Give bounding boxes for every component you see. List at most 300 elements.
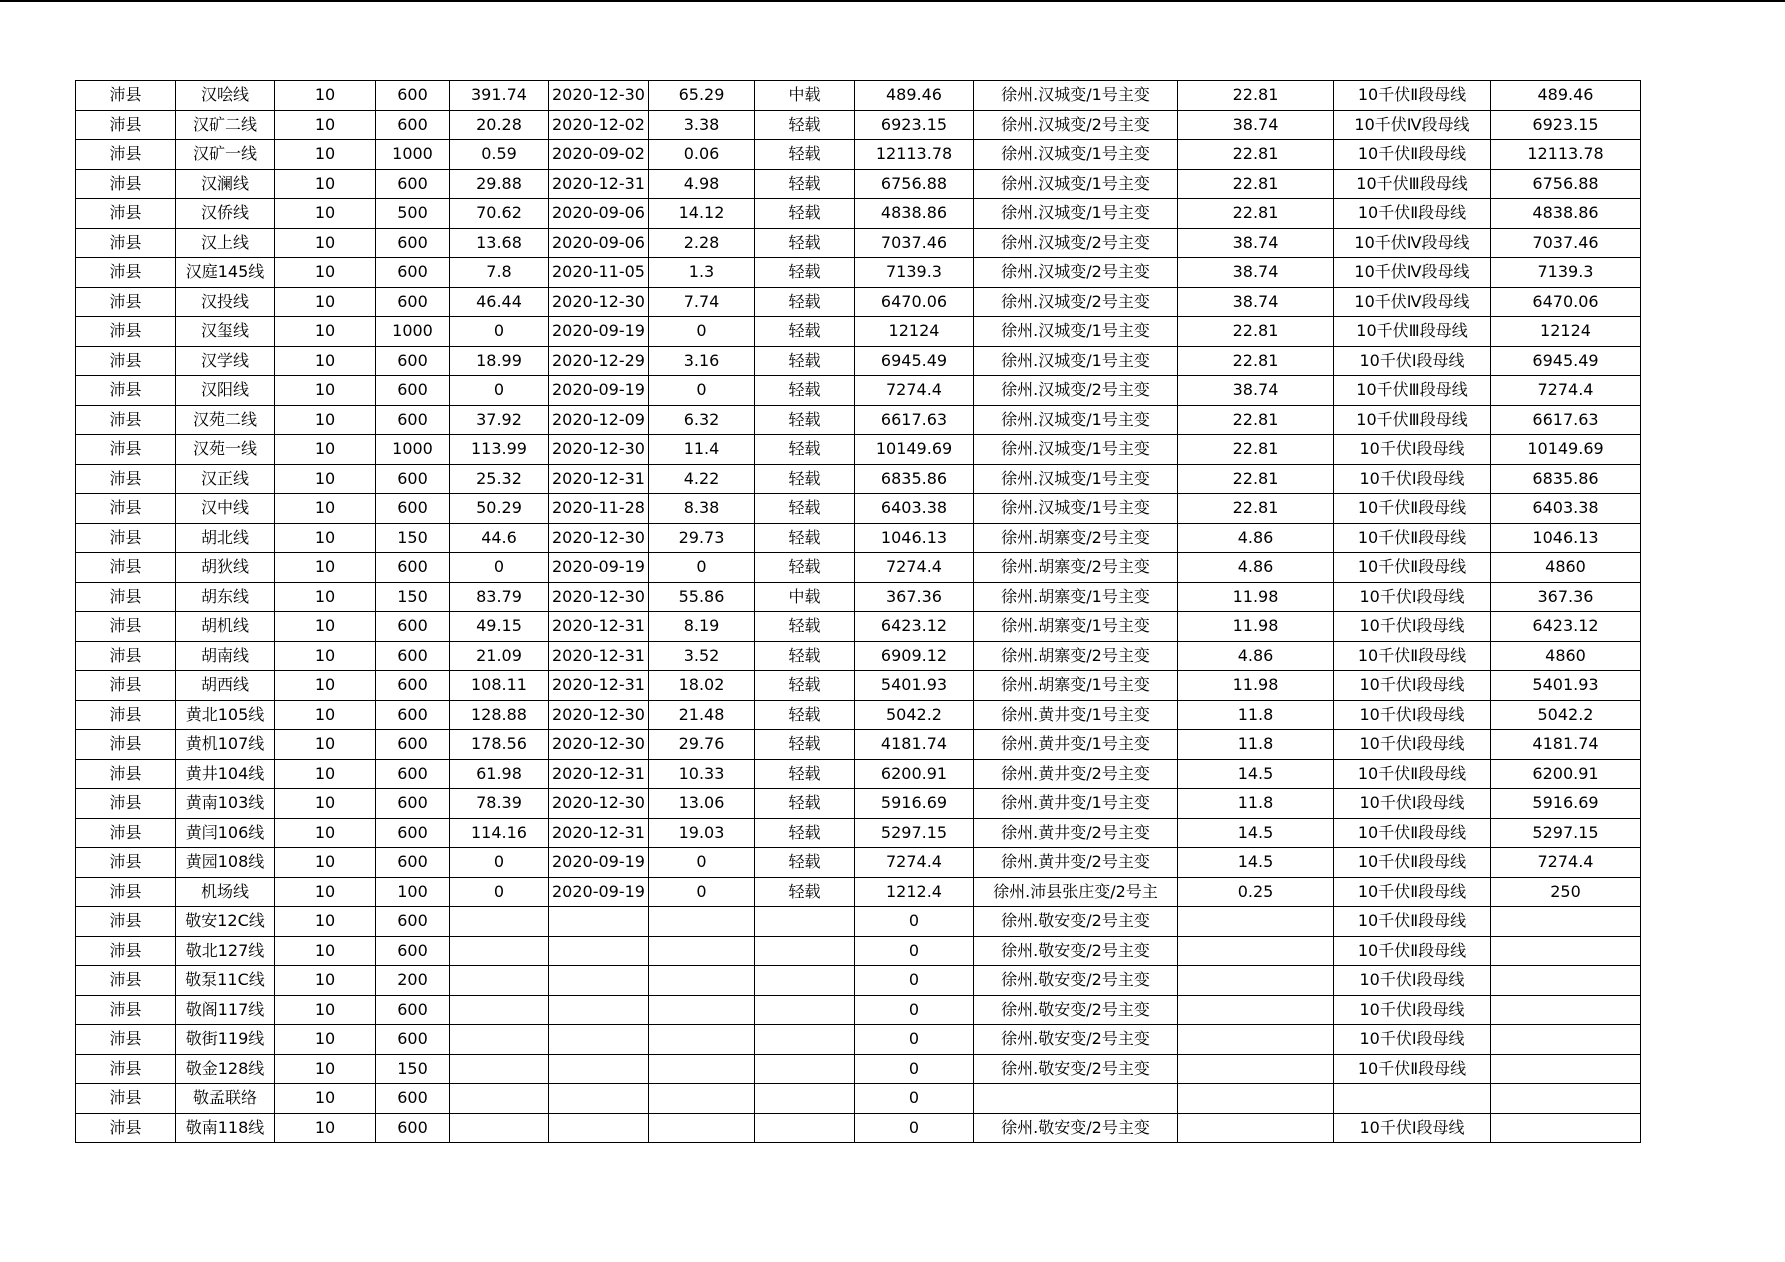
load-rate-cell: 0	[649, 376, 755, 406]
max-current-cell: 70.62	[450, 199, 549, 229]
line-name-cell: 汉庭145线	[176, 258, 275, 288]
substation-transformer-cell: 徐州.敬安变/2号主变	[974, 966, 1178, 996]
load-status-cell: 轻载	[755, 405, 855, 435]
available-capacity-cell: 4838.86	[855, 199, 974, 229]
load-status-cell: 轻载	[755, 818, 855, 848]
transformer-load-cell: 4.86	[1178, 641, 1334, 671]
available-capacity-cell: 7274.4	[855, 848, 974, 878]
load-status-cell: 轻载	[755, 730, 855, 760]
max-current-cell: 0.59	[450, 140, 549, 170]
available-capacity-cell: 6200.91	[855, 759, 974, 789]
table-row	[76, 81, 1641, 111]
max-current-cell: 25.32	[450, 464, 549, 494]
load-rate-cell: 21.48	[649, 700, 755, 730]
load-status-cell: 轻载	[755, 612, 855, 642]
date-cell	[549, 995, 649, 1025]
load-rate-cell: 1.3	[649, 258, 755, 288]
county-cell: 沛县	[76, 405, 176, 435]
load-status-cell: 轻载	[755, 848, 855, 878]
busbar-cell: 10千伏Ⅲ段母线	[1334, 317, 1491, 347]
date-cell	[549, 966, 649, 996]
line-name-cell: 敬阁117线	[176, 995, 275, 1025]
max-current-cell: 61.98	[450, 759, 549, 789]
max-current-cell: 29.88	[450, 169, 549, 199]
rated-capacity-cell: 600	[376, 110, 450, 140]
table-row	[76, 317, 1641, 347]
available-capacity-cell: 0	[855, 1025, 974, 1055]
max-current-cell	[450, 936, 549, 966]
table-row	[76, 671, 1641, 701]
load-status-cell: 轻载	[755, 523, 855, 553]
substation-transformer-cell: 徐州.敬安变/2号主变	[974, 1025, 1178, 1055]
rated-capacity-cell: 600	[376, 759, 450, 789]
county-cell: 沛县	[76, 818, 176, 848]
table-row	[76, 730, 1641, 760]
max-current-cell	[450, 907, 549, 937]
rated-capacity-cell: 600	[376, 907, 450, 937]
voltage-cell: 10	[275, 346, 376, 376]
load-status-cell: 轻载	[755, 877, 855, 907]
table-row	[76, 287, 1641, 317]
voltage-cell: 10	[275, 228, 376, 258]
voltage-cell: 10	[275, 494, 376, 524]
load-rate-cell: 55.86	[649, 582, 755, 612]
table-row	[76, 700, 1641, 730]
transformer-load-cell: 38.74	[1178, 110, 1334, 140]
remaining-capacity-cell: 5297.15	[1491, 818, 1641, 848]
substation-transformer-cell: 徐州.黄井变/1号主变	[974, 700, 1178, 730]
line-name-cell: 机场线	[176, 877, 275, 907]
substation-transformer-cell: 徐州.黄井变/2号主变	[974, 848, 1178, 878]
max-current-cell: 0	[450, 317, 549, 347]
table-row	[76, 966, 1641, 996]
line-name-cell: 黄闫106线	[176, 818, 275, 848]
county-cell: 沛县	[76, 228, 176, 258]
substation-transformer-cell: 徐州.敬安变/2号主变	[974, 1054, 1178, 1084]
table-row	[76, 553, 1641, 583]
max-current-cell: 178.56	[450, 730, 549, 760]
remaining-capacity-cell: 1046.13	[1491, 523, 1641, 553]
table-row	[76, 848, 1641, 878]
remaining-capacity-cell: 6403.38	[1491, 494, 1641, 524]
load-status-cell: 中载	[755, 81, 855, 111]
table-row	[76, 641, 1641, 671]
rated-capacity-cell: 600	[376, 405, 450, 435]
substation-transformer-cell: 徐州.汉城变/1号主变	[974, 140, 1178, 170]
max-current-cell: 128.88	[450, 700, 549, 730]
rated-capacity-cell: 600	[376, 169, 450, 199]
remaining-capacity-cell: 4860	[1491, 641, 1641, 671]
date-cell: 2020-11-28	[549, 494, 649, 524]
substation-transformer-cell: 徐州.黄井变/1号主变	[974, 730, 1178, 760]
substation-transformer-cell: 徐州.汉城变/1号主变	[974, 317, 1178, 347]
remaining-capacity-cell	[1491, 1084, 1641, 1114]
line-name-cell: 汉阳线	[176, 376, 275, 406]
max-current-cell	[450, 966, 549, 996]
date-cell: 2020-12-31	[549, 641, 649, 671]
remaining-capacity-cell: 489.46	[1491, 81, 1641, 111]
voltage-cell: 10	[275, 376, 376, 406]
transformer-load-cell	[1178, 1025, 1334, 1055]
available-capacity-cell: 6470.06	[855, 287, 974, 317]
load-rate-cell: 8.38	[649, 494, 755, 524]
county-cell: 沛县	[76, 730, 176, 760]
county-cell: 沛县	[76, 671, 176, 701]
substation-transformer-cell: 徐州.汉城变/1号主变	[974, 435, 1178, 465]
transformer-load-cell: 14.5	[1178, 848, 1334, 878]
substation-transformer-cell: 徐州.汉城变/2号主变	[974, 287, 1178, 317]
voltage-cell: 10	[275, 995, 376, 1025]
load-rate-cell: 11.4	[649, 435, 755, 465]
load-rate-cell: 3.52	[649, 641, 755, 671]
remaining-capacity-cell: 250	[1491, 877, 1641, 907]
load-status-cell: 轻载	[755, 553, 855, 583]
voltage-cell: 10	[275, 936, 376, 966]
table-row	[76, 523, 1641, 553]
voltage-cell: 10	[275, 287, 376, 317]
voltage-cell: 10	[275, 1084, 376, 1114]
available-capacity-cell: 6909.12	[855, 641, 974, 671]
table-row	[76, 818, 1641, 848]
max-current-cell: 114.16	[450, 818, 549, 848]
voltage-cell: 10	[275, 907, 376, 937]
available-capacity-cell: 6423.12	[855, 612, 974, 642]
busbar-cell: 10千伏Ⅳ段母线	[1334, 287, 1491, 317]
remaining-capacity-cell: 7274.4	[1491, 376, 1641, 406]
table-row	[76, 907, 1641, 937]
load-status-cell	[755, 1054, 855, 1084]
load-status-cell: 轻载	[755, 199, 855, 229]
load-status-cell: 轻载	[755, 317, 855, 347]
date-cell: 2020-09-19	[549, 877, 649, 907]
date-cell: 2020-12-31	[549, 612, 649, 642]
transformer-load-cell: 22.81	[1178, 81, 1334, 111]
remaining-capacity-cell: 7037.46	[1491, 228, 1641, 258]
county-cell: 沛县	[76, 700, 176, 730]
line-name-cell: 黄机107线	[176, 730, 275, 760]
busbar-cell: 10千伏Ⅱ段母线	[1334, 848, 1491, 878]
substation-transformer-cell: 徐州.汉城变/2号主变	[974, 258, 1178, 288]
load-rate-cell: 14.12	[649, 199, 755, 229]
busbar-cell: 10千伏Ⅳ段母线	[1334, 110, 1491, 140]
county-cell: 沛县	[76, 1054, 176, 1084]
load-rate-cell: 0.06	[649, 140, 755, 170]
load-status-cell: 轻载	[755, 258, 855, 288]
remaining-capacity-cell: 6835.86	[1491, 464, 1641, 494]
county-cell: 沛县	[76, 287, 176, 317]
load-rate-cell: 0	[649, 317, 755, 347]
transformer-load-cell: 38.74	[1178, 376, 1334, 406]
county-cell: 沛县	[76, 789, 176, 819]
line-name-cell: 汉侨线	[176, 199, 275, 229]
county-cell: 沛县	[76, 1025, 176, 1055]
date-cell: 2020-12-31	[549, 759, 649, 789]
load-rate-cell	[649, 1084, 755, 1114]
available-capacity-cell: 6945.49	[855, 346, 974, 376]
county-cell: 沛县	[76, 877, 176, 907]
transformer-load-cell: 22.81	[1178, 464, 1334, 494]
substation-transformer-cell: 徐州.汉城变/1号主变	[974, 199, 1178, 229]
load-rate-cell	[649, 1054, 755, 1084]
available-capacity-cell: 0	[855, 1054, 974, 1084]
table-row	[76, 169, 1641, 199]
county-cell: 沛县	[76, 464, 176, 494]
county-cell: 沛县	[76, 169, 176, 199]
table-row	[76, 464, 1641, 494]
available-capacity-cell: 6923.15	[855, 110, 974, 140]
remaining-capacity-cell: 4181.74	[1491, 730, 1641, 760]
feeder-load-table	[75, 80, 1641, 1143]
available-capacity-cell: 7274.4	[855, 376, 974, 406]
rated-capacity-cell: 150	[376, 523, 450, 553]
rated-capacity-cell: 600	[376, 1113, 450, 1143]
date-cell: 2020-11-05	[549, 258, 649, 288]
transformer-load-cell: 11.8	[1178, 700, 1334, 730]
table-row	[76, 877, 1641, 907]
rated-capacity-cell: 600	[376, 346, 450, 376]
load-status-cell: 轻载	[755, 494, 855, 524]
max-current-cell	[450, 1084, 549, 1114]
available-capacity-cell: 6617.63	[855, 405, 974, 435]
rated-capacity-cell: 1000	[376, 140, 450, 170]
rated-capacity-cell: 600	[376, 995, 450, 1025]
line-name-cell: 敬安12C线	[176, 907, 275, 937]
rated-capacity-cell: 500	[376, 199, 450, 229]
line-name-cell: 胡南线	[176, 641, 275, 671]
busbar-cell: 10千伏Ⅱ段母线	[1334, 523, 1491, 553]
voltage-cell: 10	[275, 759, 376, 789]
remaining-capacity-cell: 5916.69	[1491, 789, 1641, 819]
remaining-capacity-cell: 6470.06	[1491, 287, 1641, 317]
load-status-cell: 轻载	[755, 435, 855, 465]
date-cell: 2020-12-29	[549, 346, 649, 376]
busbar-cell: 10千伏Ⅰ段母线	[1334, 671, 1491, 701]
busbar-cell: 10千伏Ⅱ段母线	[1334, 936, 1491, 966]
load-status-cell: 轻载	[755, 789, 855, 819]
line-name-cell: 胡狄线	[176, 553, 275, 583]
load-status-cell	[755, 995, 855, 1025]
date-cell: 2020-12-31	[549, 464, 649, 494]
busbar-cell: 10千伏Ⅱ段母线	[1334, 759, 1491, 789]
voltage-cell: 10	[275, 877, 376, 907]
remaining-capacity-cell: 7274.4	[1491, 848, 1641, 878]
date-cell: 2020-09-19	[549, 553, 649, 583]
voltage-cell: 10	[275, 641, 376, 671]
load-rate-cell: 0	[649, 553, 755, 583]
voltage-cell: 10	[275, 169, 376, 199]
voltage-cell: 10	[275, 435, 376, 465]
voltage-cell: 10	[275, 848, 376, 878]
load-rate-cell: 8.19	[649, 612, 755, 642]
county-cell: 沛县	[76, 1113, 176, 1143]
date-cell: 2020-12-30	[549, 730, 649, 760]
rated-capacity-cell: 600	[376, 936, 450, 966]
transformer-load-cell	[1178, 936, 1334, 966]
max-current-cell: 44.6	[450, 523, 549, 553]
voltage-cell: 10	[275, 523, 376, 553]
voltage-cell: 10	[275, 553, 376, 583]
table-row	[76, 346, 1641, 376]
max-current-cell: 78.39	[450, 789, 549, 819]
table-row	[76, 110, 1641, 140]
rated-capacity-cell: 600	[376, 376, 450, 406]
voltage-cell: 10	[275, 612, 376, 642]
available-capacity-cell: 1046.13	[855, 523, 974, 553]
transformer-load-cell: 11.98	[1178, 671, 1334, 701]
load-status-cell: 轻载	[755, 759, 855, 789]
line-name-cell: 胡机线	[176, 612, 275, 642]
load-status-cell: 轻载	[755, 346, 855, 376]
load-rate-cell: 13.06	[649, 789, 755, 819]
max-current-cell: 21.09	[450, 641, 549, 671]
load-rate-cell: 65.29	[649, 81, 755, 111]
voltage-cell: 10	[275, 700, 376, 730]
busbar-cell: 10千伏Ⅱ段母线	[1334, 818, 1491, 848]
remaining-capacity-cell: 6923.15	[1491, 110, 1641, 140]
date-cell: 2020-12-30	[549, 789, 649, 819]
busbar-cell: 10千伏Ⅳ段母线	[1334, 228, 1491, 258]
available-capacity-cell: 0	[855, 995, 974, 1025]
busbar-cell: 10千伏Ⅱ段母线	[1334, 1054, 1491, 1084]
load-rate-cell	[649, 907, 755, 937]
load-status-cell: 轻载	[755, 287, 855, 317]
voltage-cell: 10	[275, 464, 376, 494]
voltage-cell: 10	[275, 730, 376, 760]
date-cell: 2020-09-19	[549, 317, 649, 347]
rated-capacity-cell: 600	[376, 553, 450, 583]
load-rate-cell: 19.03	[649, 818, 755, 848]
line-name-cell: 敬孟联络	[176, 1084, 275, 1114]
substation-transformer-cell: 徐州.汉城变/1号主变	[974, 169, 1178, 199]
load-rate-cell	[649, 995, 755, 1025]
max-current-cell: 0	[450, 848, 549, 878]
date-cell	[549, 1084, 649, 1114]
voltage-cell: 10	[275, 1025, 376, 1055]
load-status-cell	[755, 1084, 855, 1114]
rated-capacity-cell: 600	[376, 228, 450, 258]
transformer-load-cell: 22.81	[1178, 140, 1334, 170]
substation-transformer-cell: 徐州.黄井变/2号主变	[974, 759, 1178, 789]
voltage-cell: 10	[275, 1054, 376, 1084]
transformer-load-cell: 22.81	[1178, 405, 1334, 435]
date-cell	[549, 936, 649, 966]
table-row	[76, 258, 1641, 288]
date-cell: 2020-09-19	[549, 376, 649, 406]
rated-capacity-cell: 600	[376, 671, 450, 701]
available-capacity-cell: 5042.2	[855, 700, 974, 730]
rated-capacity-cell: 600	[376, 730, 450, 760]
max-current-cell: 83.79	[450, 582, 549, 612]
table-row	[76, 582, 1641, 612]
max-current-cell	[450, 1054, 549, 1084]
substation-transformer-cell: 徐州.胡寨变/1号主变	[974, 612, 1178, 642]
busbar-cell: 10千伏Ⅰ段母线	[1334, 700, 1491, 730]
voltage-cell: 10	[275, 81, 376, 111]
available-capacity-cell: 0	[855, 966, 974, 996]
table-row	[76, 612, 1641, 642]
table-row	[76, 1025, 1641, 1055]
remaining-capacity-cell: 6945.49	[1491, 346, 1641, 376]
available-capacity-cell: 0	[855, 1113, 974, 1143]
transformer-load-cell: 22.81	[1178, 346, 1334, 376]
busbar-cell: 10千伏Ⅰ段母线	[1334, 435, 1491, 465]
max-current-cell	[450, 1113, 549, 1143]
busbar-cell: 10千伏Ⅰ段母线	[1334, 730, 1491, 760]
county-cell: 沛县	[76, 110, 176, 140]
available-capacity-cell: 367.36	[855, 582, 974, 612]
available-capacity-cell: 7037.46	[855, 228, 974, 258]
remaining-capacity-cell	[1491, 995, 1641, 1025]
load-status-cell: 轻载	[755, 110, 855, 140]
transformer-load-cell: 11.8	[1178, 730, 1334, 760]
remaining-capacity-cell: 12113.78	[1491, 140, 1641, 170]
load-status-cell	[755, 966, 855, 996]
substation-transformer-cell: 徐州.敬安变/2号主变	[974, 995, 1178, 1025]
date-cell: 2020-09-02	[549, 140, 649, 170]
line-name-cell: 汉投线	[176, 287, 275, 317]
county-cell: 沛县	[76, 317, 176, 347]
load-status-cell: 轻载	[755, 700, 855, 730]
available-capacity-cell: 5401.93	[855, 671, 974, 701]
busbar-cell: 10千伏Ⅰ段母线	[1334, 464, 1491, 494]
busbar-cell: 10千伏Ⅰ段母线	[1334, 1113, 1491, 1143]
county-cell: 沛县	[76, 995, 176, 1025]
table-row	[76, 228, 1641, 258]
date-cell: 2020-12-30	[549, 287, 649, 317]
busbar-cell: 10千伏Ⅰ段母线	[1334, 995, 1491, 1025]
available-capacity-cell: 1212.4	[855, 877, 974, 907]
busbar-cell: 10千伏Ⅱ段母线	[1334, 140, 1491, 170]
county-cell: 沛县	[76, 907, 176, 937]
date-cell: 2020-09-19	[549, 848, 649, 878]
date-cell	[549, 1113, 649, 1143]
substation-transformer-cell: 徐州.汉城变/1号主变	[974, 81, 1178, 111]
date-cell: 2020-09-06	[549, 228, 649, 258]
rated-capacity-cell: 600	[376, 258, 450, 288]
max-current-cell: 0	[450, 376, 549, 406]
load-status-cell	[755, 1113, 855, 1143]
remaining-capacity-cell: 5042.2	[1491, 700, 1641, 730]
rated-capacity-cell: 600	[376, 1025, 450, 1055]
substation-transformer-cell: 徐州.黄井变/2号主变	[974, 818, 1178, 848]
voltage-cell: 10	[275, 818, 376, 848]
rated-capacity-cell: 600	[376, 700, 450, 730]
available-capacity-cell: 0	[855, 936, 974, 966]
transformer-load-cell	[1178, 995, 1334, 1025]
busbar-cell: 10千伏Ⅰ段母线	[1334, 612, 1491, 642]
line-name-cell: 汉正线	[176, 464, 275, 494]
county-cell: 沛县	[76, 936, 176, 966]
rated-capacity-cell: 600	[376, 1084, 450, 1114]
rated-capacity-cell: 1000	[376, 435, 450, 465]
line-name-cell: 汉上线	[176, 228, 275, 258]
date-cell: 2020-09-06	[549, 199, 649, 229]
date-cell: 2020-12-31	[549, 818, 649, 848]
line-name-cell: 汉学线	[176, 346, 275, 376]
county-cell: 沛县	[76, 435, 176, 465]
busbar-cell: 10千伏Ⅲ段母线	[1334, 405, 1491, 435]
line-name-cell: 汉哙线	[176, 81, 275, 111]
substation-transformer-cell: 徐州.汉城变/1号主变	[974, 405, 1178, 435]
substation-transformer-cell: 徐州.汉城变/2号主变	[974, 376, 1178, 406]
available-capacity-cell: 4181.74	[855, 730, 974, 760]
transformer-load-cell	[1178, 1113, 1334, 1143]
line-name-cell: 敬街119线	[176, 1025, 275, 1055]
substation-transformer-cell: 徐州.胡寨变/2号主变	[974, 523, 1178, 553]
load-rate-cell	[649, 1113, 755, 1143]
max-current-cell: 13.68	[450, 228, 549, 258]
load-status-cell: 轻载	[755, 376, 855, 406]
